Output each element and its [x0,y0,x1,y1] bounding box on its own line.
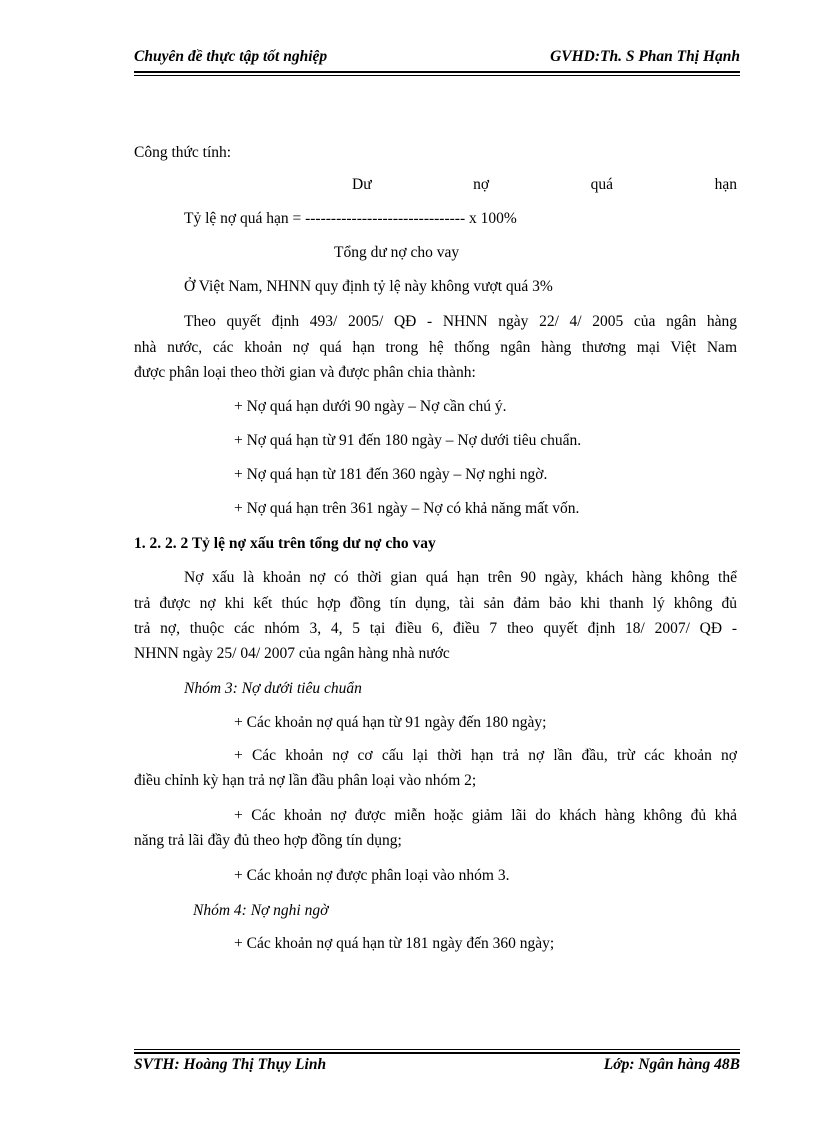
para2-line: NHNN ngày 25/ 04/ 2007 của ngân hàng nhà nước [134,645,450,662]
header-rule-thick [134,71,740,73]
vn-rule: Ở Việt Nam, NHNN quy định tỷ lệ này không vượt quá 3% [184,278,553,295]
footer-rule-thin [134,1049,740,1050]
formula-denominator: Tổng dư nợ cho vay [334,244,460,261]
group3-item: + Các khoản nợ quá hạn từ 91 ngày đến 180 ngày; [234,714,547,731]
page-header [134,48,740,70]
para1-line: nhà nước, các khoản nợ quá hạn trong hệ thống ngân hàng thương mại Việt Nam [134,339,737,356]
group3-title: Nhóm 3: Nợ dưới tiêu chuẩn [184,680,362,697]
numerator-word: hạn [714,176,737,193]
formula-line: Tỷ lệ nợ quá hạn = ------------------------------- x 100% [184,210,517,227]
formula-numerator [352,175,737,195]
footer-class: Lớp: Ngân hàng 48B [603,1056,740,1073]
group3-item: + Các khoản nợ được phân loại vào nhóm 3. [234,867,510,884]
page-footer [134,1056,740,1078]
header-doc-title: Chuyên đề thực tập tốt nghiệp [134,48,328,65]
footer-student: SVTH: Hoàng Thị Thụy Linh [134,1056,327,1073]
para2-line: Nợ xấu là khoản nợ có thời gian quá hạn trên 90 ngày, khách hàng không thể [184,569,737,586]
para2-line: trả được nợ khi kết thúc hợp đồng tín dụng, tài sản đảm bảo khi thanh lý không đủ [134,595,737,612]
group4-title: Nhóm 4: Nợ nghi ngờ [193,902,329,919]
group3-item: + Các khoản nợ được miễn hoặc giảm lãi do khách hàng không đủ khả [234,807,737,824]
para1-line: Theo quyết định 493/ 2005/ QĐ - NHNN ngày 22/ 4/ 2005 của ngân hàng [184,313,737,330]
header-supervisor: GVHD:Th. S Phan Thị Hạnh [550,48,740,65]
overdue-item: + Nợ quá hạn dưới 90 ngày – Nợ cần chú ý. [234,398,507,415]
section-heading: 1. 2. 2. 2 Tỷ lệ nợ xấu trên tổng dư nợ cho vay [134,535,436,552]
header-rule-thin [134,75,740,76]
numerator-word: nợ [473,176,490,193]
group3-item: + Các khoản nợ cơ cấu lại thời hạn trả nợ lần đầu, trừ các khoản nợ [234,747,737,764]
overdue-item: + Nợ quá hạn từ 91 đến 180 ngày – Nợ dưới tiêu chuẩn. [234,432,582,449]
formula-intro: Công thức tính: [134,144,232,161]
group3-item-cont: năng trả lãi đầy đủ theo hợp đồng tín dụng; [134,832,402,849]
para1-line: được phân loại theo thời gian và được phân chia thành: [134,364,476,381]
group4-item: + Các khoản nợ quá hạn từ 181 ngày đến 360 ngày; [234,935,555,952]
para2-line: trả nợ, thuộc các nhóm 3, 4, 5 tại điều 6, điều 7 theo quyết định 18/ 2007/ QĐ - [134,620,737,637]
numerator-word: quá [590,176,614,193]
group3-item-cont: điều chỉnh kỳ hạn trả nợ lần đầu phân loại vào nhóm 2; [134,772,477,789]
numerator-word: Dư [352,176,372,193]
overdue-item: + Nợ quá hạn từ 181 đến 360 ngày – Nợ nghi ngờ. [234,466,548,483]
overdue-item: + Nợ quá hạn trên 361 ngày – Nợ có khả năng mất vốn. [234,500,580,517]
footer-rule-thick [134,1052,740,1054]
